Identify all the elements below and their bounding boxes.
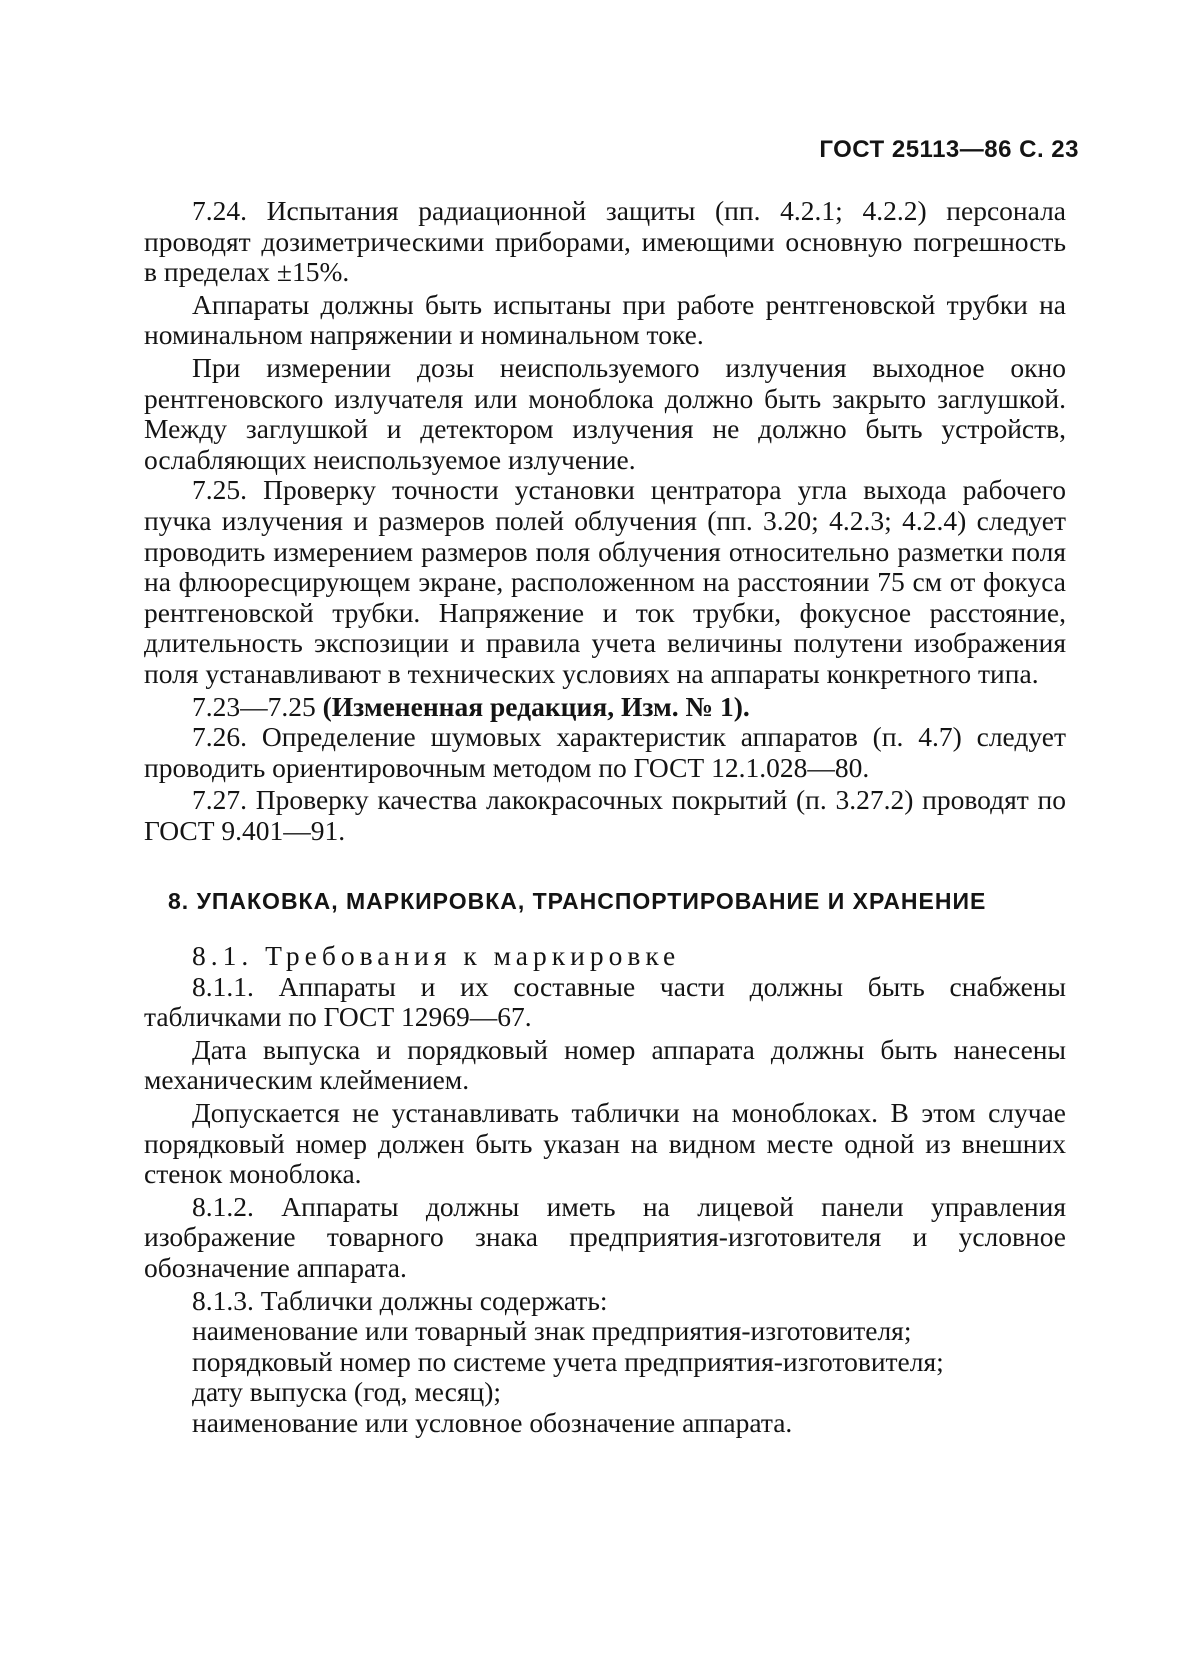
- amendment-number: 7.23—7.25: [192, 690, 316, 722]
- amendment-text: (Измененная редакция, Изм. № 1).: [322, 690, 750, 722]
- paragraph-7-24-dose: При измерении дозы неиспользуемого излучения выходное окно рентгеновского излучателя или моноблока должно быть закрыто заглушкой. Между заглушкой и детектором излучения не должно быть устройств, ослабляющих неиспользуемое излучение.: [144, 351, 1066, 475]
- paragraph-7-26: 7.26. Определение шумовых характеристик аппаратов (п. 4.7) следует проводить ориентировочным методом по ГОСТ 12.1.028—80.: [144, 721, 1066, 783]
- paragraph-7-27: 7.27. Проверку качества лакокрасочных покрытий (п. 3.27.2) проводят по ГОСТ 9.401—91.: [144, 784, 1066, 846]
- paragraph-7-25: 7.25. Проверку точности установки центратора угла выхода рабочего пучка излучения и размеров полей облучения (пп. 3.20; 4.2.3; 4.2.4) следует проводить измерением размеров поля облучения относительно разметки поля на флюоресцирующем экране, расположенном на расстоянии 75 см от фокуса рентгеновской трубки. Напряжение и ток трубки, фокусное расстояние, длительность экспозиции и правила учета величины полутени изображения поля устанавливают в технических условиях на аппараты конкретного типа.: [144, 474, 1066, 689]
- paragraph-7-24: 7.24. Испытания радиационной защиты (пп. 4.2.1; 4.2.2) персонала проводят дозиметрическими приборами, имеющими основную погрешность в пределах ±15%.: [144, 195, 1066, 288]
- amendment-note: [144, 692, 1066, 723]
- document-body: [144, 196, 1066, 1439]
- section-8-heading: 8. УПАКОВКА, МАРКИРОВКА, ТРАНСПОРТИРОВАНИЕ И ХРАНЕНИЕ: [168, 888, 987, 915]
- paragraph-7-24-apparatus: Аппараты должны быть испытаны при работе рентгеновской трубки на номинальном напряжении и номинальном токе.: [144, 288, 1066, 351]
- list-item: дату выпуска (год, месяц);: [192, 1376, 502, 1408]
- paragraph-8-1-2: 8.1.2. Аппараты должны иметь на лицевой панели управления изображение товарного знака предприятия-изготовителя и условное обозначение аппарата.: [144, 1190, 1066, 1283]
- paragraph-8-1-1: 8.1.1. Аппараты и их составные части должны быть снабжены табличками по ГОСТ 12969—67.: [144, 970, 1066, 1033]
- list-item: порядковый номер по системе учета предприятия-изготовителя;: [192, 1345, 944, 1377]
- list-item: наименование или товарный знак предприятия-изготовителя;: [192, 1315, 912, 1347]
- paragraph-8-1-1-date: Дата выпуска и порядковый номер аппарата должны быть нанесены механическим клеймением.: [144, 1033, 1066, 1096]
- list-item: наименование или условное обозначение аппарата.: [192, 1406, 793, 1438]
- paragraph-8-1-1-monoblock: Допускается не устанавливать таблички на моноблоках. В этом случае порядковый номер должен быть указан на видном месте одной из внешних стенок моноблока.: [144, 1097, 1066, 1190]
- subsection-8-1-title: 8.1. Требования к маркировке: [192, 940, 681, 972]
- running-header: ГОСТ 25113—86 С. 23: [819, 136, 1079, 163]
- paragraph-8-1-3: 8.1.3. Таблички должны содержать:: [192, 1284, 608, 1316]
